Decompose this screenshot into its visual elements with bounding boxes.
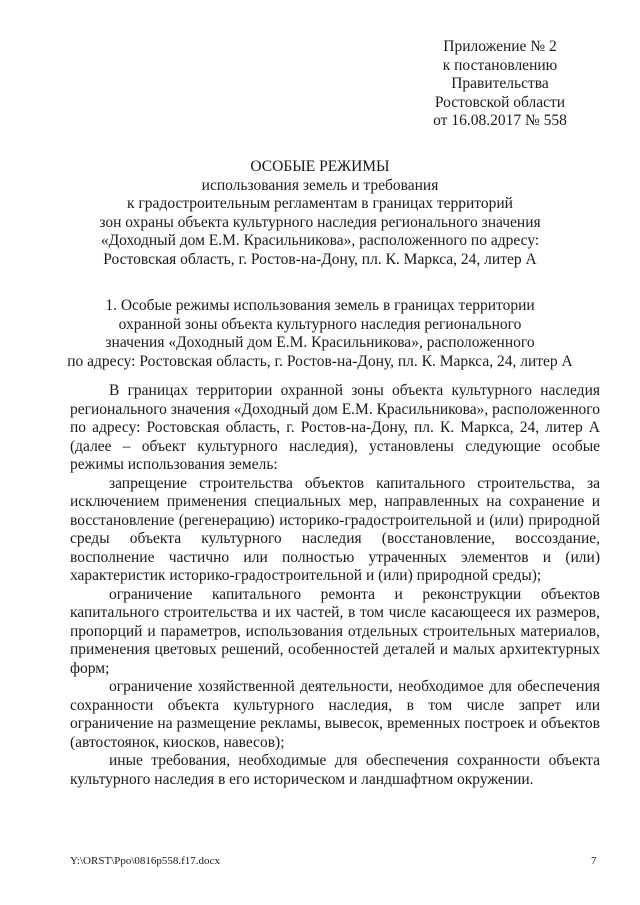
annex-header (400, 38, 600, 131)
section-line: 1. Особые режимы использования земель в границах территории (105, 297, 535, 314)
section-line: охранной зоны объекта культурного наследия регионального (118, 315, 522, 333)
body-paragraph: запрещение строительства объектов капитального строительства, за исключением применения специальных мер, направленных на сохранение и восстановление (регенерацию) историко-градостроительной и (или) природной среды объекта культурного наследия (восстановление, воссоздание, восполнение частично или полностью утраченных элементов и (или) характеристик историко-градостроительной и (или) природной среды); (70, 474, 600, 584)
annex-line: от 16.08.2017 № 558 (433, 112, 567, 129)
title-heading: ОСОБЫЕ РЕЖИМЫ (250, 158, 390, 175)
title-line: зон охраны объекта культурного наследия регионального значения (99, 213, 541, 231)
annex-line: к постановлению (442, 56, 558, 74)
body-paragraph: иные требования, необходимые для обеспечения сохранности объекта культурного наследия в его историческом и ландшафтном окружении. (70, 752, 600, 788)
document-title (40, 158, 600, 269)
footer-file-path: Y:\ORST\Ppo\0816p558.f17.docx (70, 855, 220, 867)
title-line: «Доходный дом Е.М. Красильникова», расположенного по адресу: (100, 232, 540, 249)
title-line: к градостроительным регламентам в границах территорий (127, 195, 513, 212)
title-line: использования земель и требования (201, 176, 439, 194)
annex-line: Правительства (451, 75, 549, 92)
section-line: значения «Доходный дом Е.М. Красильникова», расположенного (105, 334, 535, 351)
section-heading (40, 297, 600, 371)
body-paragraph: В границах территории охранной зоны объекта культурного наследия регионального значения «Доходный дом Е.М. Красильникова», расположенного по адресу: Ростовская область, г. Ростов-на-Дону, пл. К. Маркса, 24, литер А (далее – объект культурного наследия), установлены следующие особые режимы использования земель: (70, 382, 600, 473)
title-line: Ростовская область, г. Ростов-на-Дону, пл. К. Маркса, 24, литер А (103, 250, 537, 268)
body-paragraph: ограничение капитального ремонта и реконструкции объектов капитального строительства и их частей, в том числе касающееся их размеров, пропорций и параметров, использования отдельных строительных материалов, применения цветовых решений, особенностей деталей и малых архитектурных форм; (70, 585, 600, 677)
annex-line: Приложение № 2 (443, 38, 557, 55)
body-paragraph: ограничение хозяйственной деятельности, необходимое для обеспечения сохранности объекта культурного наследия, в том числе запрет или ограничение на размещение рекламы, вывесок, временных построек и объектов (автостоянок, киосков, навесов); (70, 678, 600, 751)
body-text (70, 382, 600, 789)
footer-page-number: 7 (591, 855, 597, 867)
annex-line: Ростовской области (434, 93, 566, 111)
section-line: по адресу: Ростовская область, г. Ростов-на-Дону, пл. К. Маркса, 24, литер А (67, 352, 573, 370)
